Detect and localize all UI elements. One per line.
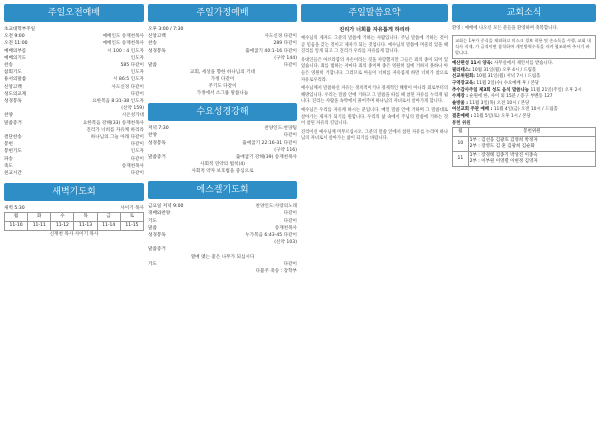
friday-notes (148, 254, 297, 261)
order-row (148, 210, 297, 217)
order-row (148, 33, 297, 40)
order-item-value: 진리가 너희를 자유케 하리라 (86, 127, 144, 133)
date-cell: 11-12 (51, 222, 74, 231)
order-row (4, 62, 144, 69)
morning-worship-column (4, 4, 144, 420)
news-item-title: 선교위원회: (452, 74, 475, 80)
day-cell: 금 (97, 213, 120, 222)
order-item-value: 시 86:5 인도자 (113, 77, 144, 83)
order-item-value: 찬양인도:사랑의노래 (255, 204, 297, 210)
order-row (4, 148, 144, 155)
date-cell: 11-14 (97, 222, 120, 231)
news-item-title: 추수감사주일 제3회 성도 음식 말씀나눔 (452, 87, 530, 93)
order-row (148, 239, 297, 246)
news-item-title: 수계장 : (452, 94, 469, 100)
news-item-detail: 11월 2일(수) 수요예배 후 / 본당 (476, 80, 540, 86)
table-row (453, 137, 596, 152)
order-item-label: 금요일 저녁 9:00 (148, 204, 184, 210)
dawn-time: 새벽 5:30 (4, 206, 25, 212)
news-item (452, 81, 596, 88)
order-item-value: 하나님의 그늘 아래 다같이 (90, 135, 144, 141)
sermon-title: 진리가 너희를 자유롭게 하리라 (339, 27, 410, 33)
order-item-label: 말씀 (148, 63, 157, 69)
note-line: 사회적 약자 보호법을 중심으로 (191, 169, 254, 175)
sermon-body (301, 36, 448, 143)
order-item-label: 오후 3:00 / 7:30 (148, 27, 184, 32)
news-item (452, 114, 596, 121)
order-row (4, 120, 144, 127)
order-row (4, 127, 144, 134)
note-line: 사회적 연약의 법칙(4) (200, 162, 245, 168)
order-item-value: 다같이 (283, 63, 297, 69)
date-cell: 11-11 (28, 222, 51, 231)
order-item-label: 저녁 7:30 (148, 126, 169, 132)
order-item-label: 기도 (148, 218, 157, 224)
dawn-schedule-table (4, 212, 144, 231)
news-item-title: 결혼예배 : (452, 113, 473, 119)
wednesday-order (148, 125, 297, 161)
order-row (148, 268, 297, 275)
news-item-title: 예산편성 11시 양육: (452, 61, 493, 67)
order-item-label: 찬송 (148, 41, 157, 47)
order-row (4, 48, 144, 55)
order-item-label: 성경봉독 (4, 99, 22, 105)
order-item-value: 예배인도 송재천목사 (102, 41, 144, 47)
order-item-value: (구약 116) (274, 147, 297, 153)
order-item-label: 오전 9:00 (4, 34, 25, 40)
news-item-detail: 10월 31일(월) 오후 4시 / 드림홀 (472, 67, 537, 73)
wednesday-notes (148, 161, 297, 175)
order-item-value: 요한복음 강해(33) 송재천목사 (82, 120, 144, 126)
order-item-value: 송재천목사 (121, 163, 144, 169)
order-row (4, 141, 144, 148)
order-item-label: 말씀증거 (4, 120, 22, 126)
order-item-value: 인도자 (130, 70, 144, 76)
order-row (148, 132, 297, 139)
order-item-label: 봉헌 (4, 142, 13, 148)
order-row (4, 170, 144, 177)
order-row (4, 69, 144, 76)
day-cell: 수 (51, 213, 74, 222)
order-row (148, 225, 297, 232)
church-news-column (452, 4, 596, 420)
order-item-label: 파송 (4, 156, 13, 162)
date-cell: 11-13 (74, 222, 97, 231)
order-row (148, 232, 297, 239)
note-line: 가정에서 소그룹 말씀나눔 (196, 91, 249, 97)
order-item-value: (구약 144) (274, 55, 297, 61)
day-cell: 월 (5, 213, 28, 222)
order-row (4, 134, 144, 141)
order-item-label: 축도 (4, 163, 13, 169)
sermon-paragraph: 예수님은 우리를 자유케 하시는 분입니다. 매일 말씀 안에 거하며 그 말씀대로 살아가는 제자가 되기를 원합니다. 우리의 삶 속에서 주님의 말씀에 거하는 것이 참된 자유의 길입니다. (301, 107, 448, 127)
order-item-label: 초교대학부주일 (4, 27, 36, 32)
order-row (4, 98, 144, 105)
second-service-members: 2부 : 이부원 이영렬 이현정 김영자 (469, 159, 538, 165)
order-item-value: 다같이 (283, 133, 297, 139)
news-item-detail: 사무실에서 제안서를 받습니다. (494, 61, 554, 67)
order-item-value: 송재천목사 (274, 225, 297, 231)
day-cell: 화 (28, 213, 51, 222)
order-row (4, 112, 144, 119)
members-cell (468, 152, 595, 167)
news-item-detail: 순원에 한, 사이 외 15분 / 증구 부벤동 127 (469, 94, 553, 100)
table-head-month: 월 (453, 128, 469, 137)
order-item-value: (신약 103) (274, 240, 297, 246)
order-item-label: 결단찬송 (4, 135, 22, 141)
order-item-value: 다같이 (283, 211, 297, 217)
order-row (148, 218, 297, 225)
first-service-members: 1부 : 김선웅 김광호 김영희 박정자 (469, 138, 538, 144)
table-head-members: 봉헌위원 (468, 128, 595, 137)
order-item-label: 친교시간 (4, 171, 22, 177)
welcome-note: 환영 : 예배에 나오신 모든 분들을 환영하며 축복합니다. (452, 26, 558, 31)
news-items (452, 61, 596, 120)
order-row (4, 156, 144, 163)
order-row (4, 26, 144, 33)
order-item-label: 용서의말씀 (4, 77, 27, 83)
order-item-label: 오전 11:00 (4, 41, 28, 47)
order-row (148, 246, 297, 253)
order-item-value: 인도자 (130, 55, 144, 61)
news-item-detail: 11월 5일(토) 오후 1시 / 본당 (473, 113, 531, 119)
church-news-header: 교회소식 (452, 4, 596, 22)
order-row (148, 140, 297, 147)
order-item-label: 말씀증거 (148, 155, 166, 161)
friday-end (148, 261, 297, 275)
news-item-title: 구역장교육: (452, 80, 475, 86)
order-row (4, 33, 144, 40)
news-item-title: 필라테스: (452, 67, 471, 73)
morning-worship-order (4, 26, 144, 177)
order-item-label: 성경봉독 (148, 48, 166, 54)
wednesday-header: 수요성경강해 (148, 103, 297, 121)
news-item-detail: 10월 31일(월) 저녁 7시 / 드림홀 (476, 74, 541, 80)
order-row (4, 55, 144, 62)
order-row (148, 261, 297, 268)
friday-prayer-header: 에스겔기도회 (148, 181, 297, 199)
news-item-detail: 11월 21일(주일) 오후 2시 (530, 87, 582, 93)
order-row (4, 40, 144, 47)
sermon-paragraph: 예수님의 제자도 그분의 말씀에 거하는 사람입니다. 주님 말씀에 거하는 것이 곧 믿음을 갖는 것이고 제자가 되는 것입니다. 예수님의 말씀에 머물러 있을 때 진리를 알게 되고 그 진리가 우리를 자유롭게 합니다. (301, 36, 448, 55)
order-row (148, 154, 297, 161)
sermon-summary-header: 주일말씀요약 (301, 4, 448, 22)
offering-table-title: 봉헌 위원 (452, 120, 471, 126)
order-row (4, 84, 144, 91)
order-item-value: 다같이 (130, 156, 144, 162)
order-row (4, 76, 144, 83)
day-cell: 토 (120, 213, 143, 222)
order-item-label: 성경봉독 (148, 233, 166, 239)
order-row (148, 125, 297, 132)
order-item-value: 사도신경 다같이 (264, 34, 297, 40)
news-item (452, 61, 596, 68)
dawn-leader: 사이기 목사 (120, 206, 144, 212)
first-service-members: 1부 : 장경태 김종기 박상진 이종숙 (469, 153, 538, 159)
order-item-value: 출애굽기 40:1-16 다같이 (245, 48, 297, 54)
order-item-label: 신앙고백 (148, 34, 166, 40)
news-item-title: 솔방울 : (452, 100, 469, 106)
sermon-paragraph: 예수님께서 말씀하신 자유는 정치적이거나 경제적인 해방이 아니라 죄로부터의 해방입니다. 우리는 말씀 안에 거하고 그 말씀을 따를 때 참된 자유를 누리게 됩니다. 진리는 사람을 속박에서 풀어주며 하나님의 자녀로서 살아가게 합니다. (301, 86, 448, 105)
home-worship-order (148, 26, 297, 69)
order-item-value: 인도자 (130, 149, 144, 155)
order-item-label: 말씀 (148, 225, 157, 231)
month-cell: 10 (453, 137, 469, 152)
order-row (148, 203, 297, 210)
order-row (148, 55, 297, 62)
table-row (453, 152, 596, 167)
order-item-value: 다같이 (130, 91, 144, 97)
order-item-label: 봉헌기도 (4, 149, 22, 155)
order-item-label: 성도의교제 (4, 91, 27, 97)
note-line: 교회, 세상을 향한 하나님의 기대 (190, 70, 255, 76)
order-item-value: 다같이 (283, 261, 297, 267)
sermon-paragraph: 유대인들은 아브라함의 자손이라는 것을 자랑했지만 그들은 죄의 종이 되어 있었습니다. 죄를 범하는 자마다 죄의 종이며 종은 영원히 집에 거하지 못하나 아들은 영원히 거합니다. 그러므로 아들이 너희를 자유롭게 하면 너희가 참으로 자유로우리라. (301, 57, 448, 83)
order-item-value: 요한복음 8:31-38 인도자 (92, 99, 144, 105)
order-row (4, 163, 144, 170)
dawn-footer: 신재천 목사 사이기 목사 (49, 232, 99, 238)
order-item-label: 찬양 (4, 113, 13, 119)
order-item-label: 기도 (148, 261, 157, 267)
order-item-label: 신앙고백 (4, 84, 22, 90)
order-item-value: 찬양인도:찬양팀 (264, 126, 297, 132)
order-item-value: 사도신경 다같이 (111, 84, 144, 90)
offering-table (452, 127, 596, 167)
order-item-value: 다같이 (283, 218, 297, 224)
order-item-value: 출애굽기 강해(39) 송재천목사 (235, 155, 297, 161)
order-item-label: 경배와찬양 (148, 211, 171, 217)
dawn-prayer-header: 새벽기도회 (4, 183, 144, 201)
order-item-value: 다같이 (130, 142, 144, 148)
sermon-summary-column (301, 4, 448, 420)
home-worship-header: 주일가정예배 (148, 4, 297, 22)
news-item-detail: 11월 3일(목) 오전 10시 / 본당 (469, 100, 530, 106)
home-worship-column (148, 4, 297, 420)
order-item-value: 289 다같이 (273, 41, 297, 47)
note-line: 열매 맺는 좋은 나무가 되십시다 (190, 254, 255, 260)
order-row (4, 105, 144, 112)
order-item-value: 다같이 (130, 171, 144, 177)
second-service-members: 2부 : 장영도 김 훈 김광희 김순화 (469, 144, 535, 150)
order-row (148, 147, 297, 154)
order-item-label: 예배의부름 (4, 48, 27, 54)
day-cell: 목 (74, 213, 97, 222)
order-item-value: 예배인도 송재천목사 (102, 34, 144, 40)
order-item-value: 누가복음 6:43-45 다같이 (245, 233, 297, 239)
order-item-label: 참회기도 (4, 70, 22, 76)
covid-notice: 교회는 1부가 중식을 제외하고 미스크 경보 착용 및 손소독을 시행, 교회 내 식사 지제, 가 급적이면 참석하여 개인방역수칙을 지켜 협조하여 주시기 바랍니다. (452, 35, 596, 60)
news-item-title: 여선교회 주관 예배 : (452, 107, 493, 113)
order-item-value: (신약 159) (121, 106, 144, 112)
order-row (148, 62, 297, 69)
order-item-value: 출애굽기 22:16-31 다같이 (242, 140, 297, 146)
order-row (4, 91, 144, 98)
home-worship-notes (148, 69, 297, 97)
members-cell (468, 137, 595, 152)
order-item-label: 찬송 (4, 63, 13, 69)
news-item-detail: 11월 4일(금) 오전 10시 / 드림홀 (493, 107, 558, 113)
note-line: 가정 다같이 (210, 77, 235, 83)
friday-order (148, 203, 297, 253)
news-item (452, 107, 596, 114)
order-item-value: 585 다같이 (120, 63, 144, 69)
order-item-label: 예배의기도 (4, 55, 27, 61)
order-item-label: 찬양 (148, 133, 157, 139)
order-item-label: 말씀증거 (148, 247, 166, 253)
morning-worship-header: 주일오전예배 (4, 4, 144, 22)
news-item (452, 94, 596, 101)
order-row (148, 40, 297, 47)
order-item-value: 시 100 : 4 인도자 (107, 48, 144, 54)
date-cell: 11-10 (5, 222, 28, 231)
order-item-value: 다불주 축송 : 장학부 (255, 268, 297, 274)
order-row (148, 48, 297, 55)
note-line: 주기도 다같이 (208, 84, 237, 90)
order-row (148, 26, 297, 33)
news-item (452, 74, 596, 81)
order-item-value: 시온성가대 (121, 113, 144, 119)
order-item-label: 성경봉독 (148, 140, 166, 146)
month-cell: 11 (453, 152, 469, 167)
sermon-paragraph: 진리이신 예수님께 머무르십시오. 그분의 말씀 안에서 참된 자유를 누리며 하나님의 자녀로서 살아가는 삶이 되기를 바랍니다. (301, 129, 448, 142)
date-cell: 11-15 (120, 222, 143, 231)
